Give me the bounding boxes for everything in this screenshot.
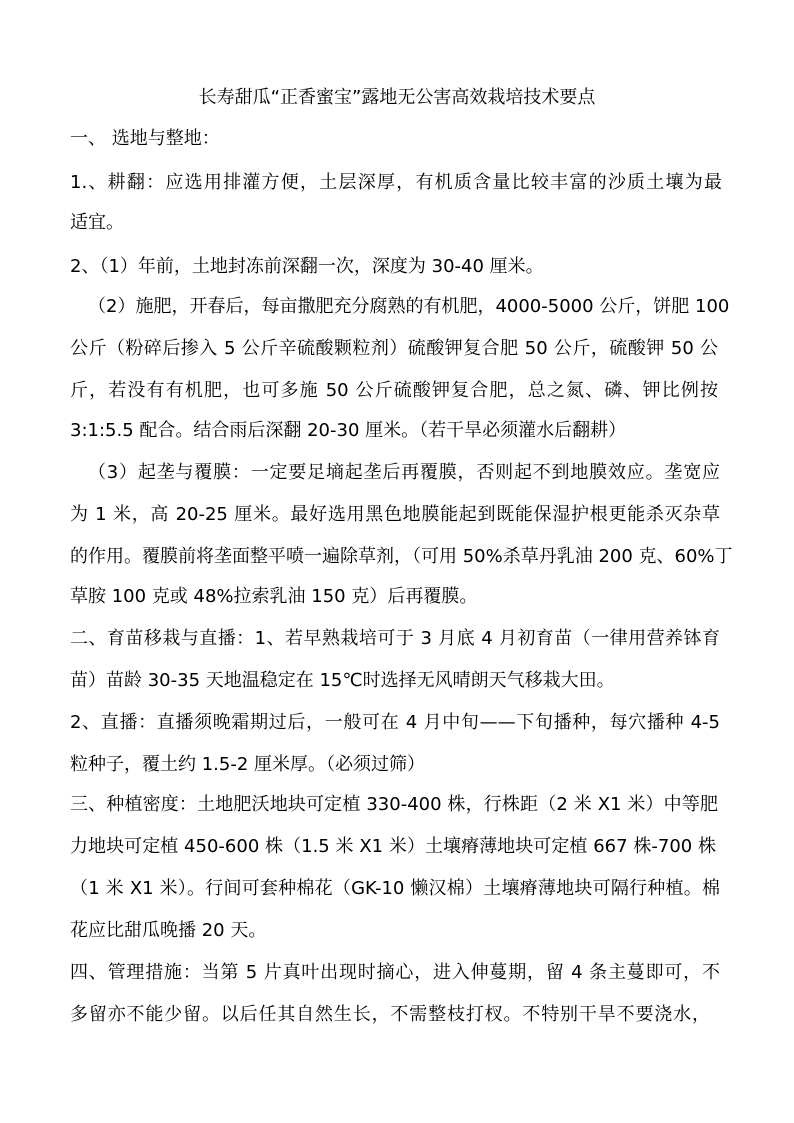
paragraph-line: 适宜。 xyxy=(70,212,124,233)
paragraph-line: 花应比甜瓜晚播 20 天。 xyxy=(70,920,267,941)
section-heading-3: 三、种植密度：土地肥沃地块可定植 330-400 株，行株距（2 米 X1 米）中等肥 xyxy=(70,794,718,815)
paragraph-line: 为 1 米，高 20-25 厘米。最好选用黑色地膜能起到既能保湿护根更能杀灭杂草 xyxy=(70,504,720,525)
paragraph-line: 苗）苗龄 30-35 天地温稳定在 15℃时选择无风晴朗天气移栽大田。 xyxy=(70,670,615,691)
paragraph-line: 2、（1）年前，土地封冻前深翻一次，深度为 30-40 厘米。 xyxy=(70,256,544,277)
section-heading-1: 一、 选地与整地： xyxy=(70,128,220,149)
paragraph-line: （2）施肥，开春后，每亩撒肥充分腐熟的有机肥，4000-5000 公斤，饼肥 100 xyxy=(88,296,730,317)
paragraph-line: 斤，若没有有机肥，也可多施 50 公斤硫酸钾复合肥，总之氮、磷、钾比例按 xyxy=(70,380,718,401)
paragraph-line: （3）起垄与覆膜：一定要足墒起垄后再覆膜，否则起不到地膜效应。垄宽应 xyxy=(88,462,720,483)
document-title: 长寿甜瓜“正香蜜宝”露地无公害高效栽培技术要点 xyxy=(198,87,596,108)
paragraph-line: 2、直播：直播须晚霜期过后，一般可在 4 月中旬——下旬播种，每穴播种 4-5 xyxy=(70,712,720,733)
paragraph-line: （1 米 X1 米）。行间可套种棉花（GK-10 懒汉棉）土壤瘠薄地块可隔行种植。棉 xyxy=(70,878,720,899)
paragraph-line: 公斤（粉碎后掺入 5 公斤辛硫酸颗粒剂）硫酸钾复合肥 50 公斤，硫酸钾 50 公 xyxy=(70,338,718,359)
paragraph-line: 多留亦不能少留。以后任其自然生长，不需整枝打杈。不特别干旱不要浇水， xyxy=(70,1004,710,1025)
paragraph-line: 3:1:5.5 配合。结合雨后深翻 20-30 厘米。（若干旱必须灌水后翻耕） xyxy=(70,420,627,441)
paragraph-line: 1.、耕翻：应选用排灌方便，土层深厚，有机质含量比较丰富的沙质土壤为最 xyxy=(70,172,722,193)
paragraph-line: 力地块可定植 450-600 株（1.5 米 X1 米）土壤瘠薄地块可定植 667 株-700 株 xyxy=(70,836,716,857)
paragraph-line: 粒种子，覆土约 1.5-2 厘米厚。（必须过筛） xyxy=(70,754,426,775)
section-heading-2: 二、育苗移栽与直播：1、若早熟栽培可于 3 月底 4 月初育苗（一律用营养钵育 xyxy=(70,628,720,649)
paragraph-line: 的作用。覆膜前将垄面整平喷一遍除草剂，（可用 50%杀草丹乳油 200 克、60%丁 xyxy=(70,546,733,567)
section-heading-4: 四、管理措施：当第 5 片真叶出现时摘心，进入伸蔓期，留 4 条主蔓即可，不 xyxy=(70,962,720,983)
paragraph-line: 草胺 100 克或 48%拉索乳油 150 克）后再覆膜。 xyxy=(70,586,478,607)
